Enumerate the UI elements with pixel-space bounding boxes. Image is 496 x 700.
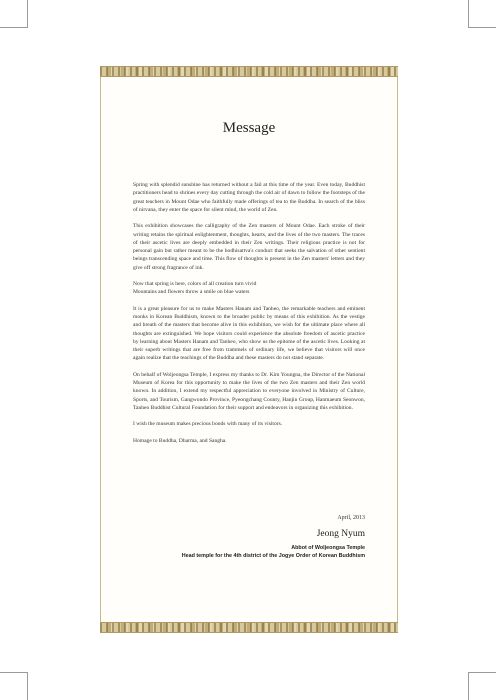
crop-mark bbox=[468, 0, 469, 28]
crop-mark bbox=[27, 0, 28, 28]
signature-title: Abbot of Woljeongsa Temple bbox=[291, 545, 365, 551]
paragraph: This exhibition showcases the calligraphy of the Zen masters of Mount Odae. Each stroke of their writing retains the spiritual enlightenment, thoughts, hearts, and the lives of the two masters. The traces of their ascetic lives are deeply embedded in their Zen writings. Their religious practice is not for personal gain but rather meant to be the bodhisattva's conduct that seeks the salvation of other sentient beings transcending space and time. This flow of thoughts is present in the Zen masters' letters and they give off strong fragrance of ink. bbox=[133, 223, 365, 271]
crop-mark bbox=[0, 672, 28, 673]
crop-mark bbox=[468, 672, 469, 700]
paragraph: It is a great pleasure for us to make Masters Hanam and Tanheo, the remarkable teachers and eminent monks in Korean Buddhism, known to the broader public by means of this exhibition. As the vestige and breath of the masters that become alive in this exhibition, we wish for the ultimate place where all thoughts are extinguished. We hope visitors could experience the absolute freedom of ascetic practice by learning about Masters Hanam and Tanheo, who show us the epitome of the ascetic lives. Looking at their superb writings that are free from trammels of ordinary life, we believe that visitors will once again realize that the teachings of the Buddha and these masters do not stand separate. bbox=[133, 305, 365, 362]
decorative-border-top bbox=[100, 66, 398, 77]
decorative-border-bottom bbox=[100, 622, 398, 633]
paragraph: Now that spring is here, colors of all creation turn vivid Mountains and flowers throw a smile on blue waters bbox=[133, 281, 257, 296]
paragraph: Spring with splendid sunshine has returned without a fail at this time of the year. Even today, Buddhist practitioners head to shrines every day cutting through the cold air of dawn to follow the footsteps of the great teachers in Mount Odae who faithfully made offerings of tea to the Buddha. In search of the bliss of nirvana, they enter the space for silent mind, the world of Zen. bbox=[133, 182, 365, 213]
crop-mark bbox=[0, 27, 28, 28]
signature-org: Head temple for the 4th district of the Jogye Order of Korean Buddhism bbox=[181, 553, 365, 559]
paragraph: Homage to Buddha, Dharma, and Sangha. bbox=[133, 437, 227, 444]
message-body bbox=[133, 181, 365, 453]
date: April, 2013 bbox=[337, 515, 365, 521]
crop-mark bbox=[468, 672, 496, 673]
paragraph: On behalf of Woljeongsa Temple, I express my thanks to Dr. Kim Youngna, the Director of the National Museum of Korea for this opportunity to make the lives of the two Zen masters and their Zen world known. In addition, I extend my respectful appreciation to everyone involved in Ministry of Culture, Sports, and Tourism, Gangwondo Province, Pyeongchang County, Hanjin Group, Hanmaeum Seonwon, Tanheo Buddhist Cultural Foundation for their support and endeavors in organizing this exhibition. bbox=[133, 371, 365, 411]
signature-name: Jeong Nyum bbox=[316, 529, 365, 539]
crop-mark bbox=[468, 27, 496, 28]
paragraph: I wish the museum makes precious bonds with many of its visitors. bbox=[133, 421, 283, 428]
crop-mark bbox=[27, 672, 28, 700]
page-title: Message bbox=[222, 120, 276, 136]
